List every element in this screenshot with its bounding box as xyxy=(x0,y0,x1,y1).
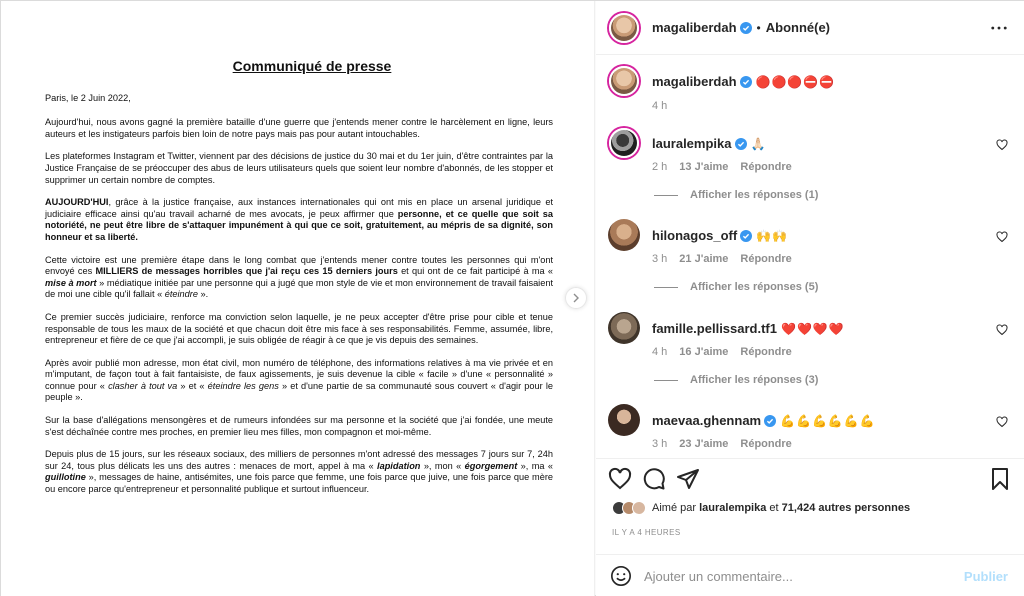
document-text: », mon « xyxy=(420,460,465,471)
view-replies-label: Afficher les réponses (5) xyxy=(690,281,819,293)
commenter-username[interactable]: hilonagos_off xyxy=(652,227,738,243)
comment-item xyxy=(608,312,1014,358)
reply-button[interactable]: Répondre xyxy=(740,161,792,173)
verified-badge-icon xyxy=(740,76,752,88)
commenter-username[interactable]: maevaa.ghennam xyxy=(652,412,762,428)
document-bold-italic-text: lapidation xyxy=(377,460,421,471)
document-paragraph-8 xyxy=(45,449,553,495)
liker-username[interactable]: lauralempika xyxy=(699,502,767,514)
comment-item xyxy=(608,127,1014,173)
document-text: » et d'une partie de sa communauté sous couvert « d'agir pour le peuple ». xyxy=(45,380,553,403)
document-text: , grâce à la justice française, aux instances internationales qui ont mis en place un arsenal juridique et judiciaire efficace ainsi qu'au travail acharné de mes avocats, je peux affirmer que xyxy=(45,197,553,219)
comment-text: 🙌🙌 xyxy=(756,228,789,243)
share-send-icon[interactable] xyxy=(676,467,700,491)
likes-summary xyxy=(612,501,910,515)
document-text: Depuis plus de 15 jours, sur les réseaux sociaux, des milliers de personnes m'ont adressé des messages 7 jours sur 7, 24h sur 24, tous plus délicats les uns des autres : menaces de mort, appel à ma « xyxy=(45,449,553,471)
replies-line xyxy=(654,380,678,381)
document-date: Paris, le 2 Juin 2022, xyxy=(45,92,131,103)
commenter-avatar[interactable] xyxy=(609,128,639,158)
comment-text: 🙏🏻 xyxy=(750,136,767,151)
post-header xyxy=(596,1,1024,55)
post-actions xyxy=(596,458,1024,498)
document-title: Communiqué de presse xyxy=(232,58,392,74)
document-text: ». xyxy=(197,289,209,300)
document-text: » et « xyxy=(177,380,208,391)
comment-likes[interactable]: 13 J'aime xyxy=(679,161,729,173)
author-info xyxy=(652,20,830,35)
author-username[interactable]: magaliberdah xyxy=(652,20,737,35)
publish-button[interactable]: Publier xyxy=(963,569,1008,584)
document-paragraph-5: Ce premier succès judiciaire, renforce ma conviction selon laquelle, je ne peux accepter d'être prise pour cible et tenue responsable de tous les maux de la société et que chacun doit être mis face à ses responsabilités. Femme, assumée, libre, entrepreneur et fière de ce que j'ai accompli, je suis obligée de réagir à ce que je vis depuis des semaines. xyxy=(45,311,553,346)
carousel-next-button[interactable] xyxy=(565,287,587,309)
liker-avatar xyxy=(632,501,646,515)
comment-time: 4 h xyxy=(652,346,668,358)
document-paragraph-2: Les plateformes Instagram et Twitter, viennent par des décisions de justice du 30 mai et du 1er juin, d'être contraintes par la Justice Française de se préoccuper des abus de leurs utilisateurs quels que soient leur nombre d'abonnés, de les stopper et supprimer un certain nombre de comptes. xyxy=(45,151,553,185)
comment-time: 3 h xyxy=(652,438,668,450)
document-italic-text: mise à mort xyxy=(45,277,97,288)
document-paragraph-1: Aujourd'hui, nous avons gagné la première bataille d'une guerre que j'entends mener contre le harcèlement en ligne, leurs auteurs et les instigateurs parfois bien loin de notre pays mais pas pour autant intouchables. xyxy=(45,117,553,139)
verified-badge-icon xyxy=(764,415,776,427)
document-text: », messages de haine, antisémites, une fois parce que femme, une fois parce que juive, une fois parce que mère ou encore parce qu'entrepreneur et personnalité publique et surtout influenceur. xyxy=(45,472,553,495)
comment-item xyxy=(608,404,1014,450)
commenter-username[interactable]: famille.pellissard.tf1 xyxy=(652,320,777,336)
comment-text: ❤️❤️❤️❤️ xyxy=(781,321,845,336)
like-comment-heart-icon[interactable] xyxy=(996,324,1008,336)
verified-badge-icon xyxy=(740,230,752,242)
comment-input[interactable] xyxy=(644,569,944,584)
likes-middle: et xyxy=(769,502,779,514)
add-comment-bar xyxy=(596,554,1024,596)
document-text: Après avoir publié mon adresse, mon état civil, mon numéro de téléphone, des informations relatives à ma vie privée et en m'imputant, de façon tout à fait fantaisiste, de faux agissements, je suis devenue la cible « facile » d'une « personnalité » connue pour « xyxy=(45,357,553,391)
comment-time: 3 h xyxy=(652,253,668,265)
document-italic-text: éteindre les gens xyxy=(207,380,279,391)
document-text: Cette victoire est une première étape dans le long combat que j'entends mener contre toutes les personnes qui m'ont envoyé ces xyxy=(45,254,553,277)
comment-likes[interactable]: 23 J'aime xyxy=(679,438,729,450)
more-horizontal-icon xyxy=(991,26,1007,30)
document-paragraph-4 xyxy=(45,255,553,301)
comment-time: 2 h xyxy=(652,161,668,173)
comment-icon[interactable] xyxy=(642,467,666,491)
document-paragraph-7: Sur la base d'allégations mensongères et de rumeurs infondées sur ma personne et la société que j'ai fondée, une meute s'est déchaînée contre mes proches, en premier lieu mes filles, mon compagnon et moi-même. xyxy=(45,415,553,437)
comments-panel xyxy=(596,1,1024,596)
view-replies-label: Afficher les réponses (3) xyxy=(690,374,819,386)
post-timestamp[interactable]: IL Y A 4 HEURES xyxy=(612,528,681,537)
emoji-smiley-icon[interactable] xyxy=(610,565,632,587)
verified-badge-icon xyxy=(740,22,752,34)
like-comment-heart-icon[interactable] xyxy=(996,139,1008,151)
caption-time: 4 h xyxy=(652,100,668,112)
chevron-right-icon xyxy=(571,293,581,303)
caption-username[interactable]: magaliberdah xyxy=(652,73,737,89)
document-bold-text: personne, et ce quelle que soit sa notoriété, ne peut être libre de s'attaquer impunément à qui que ce soit, gratuitement, au mépris de sa dignité, son honneur et sa liberté. xyxy=(45,208,554,242)
commenter-username[interactable]: lauralempika xyxy=(652,135,732,151)
like-comment-heart-icon[interactable] xyxy=(996,231,1008,243)
document-text: », ma « xyxy=(517,460,553,471)
commenter-avatar[interactable] xyxy=(608,219,640,251)
view-replies-button[interactable] xyxy=(654,189,818,201)
commenter-avatar[interactable] xyxy=(608,312,640,344)
verified-badge-icon xyxy=(735,138,747,150)
caption-avatar[interactable] xyxy=(609,66,639,96)
separator-dot: • xyxy=(756,20,761,35)
save-bookmark-icon[interactable] xyxy=(988,467,1012,491)
like-heart-icon[interactable] xyxy=(608,467,632,491)
caption xyxy=(608,65,1014,112)
document-bold-italic-text: égorgement xyxy=(464,460,518,471)
document-paragraph-3 xyxy=(45,197,553,243)
likes-prefix: Aimé par xyxy=(652,502,697,514)
reply-button[interactable]: Répondre xyxy=(740,346,792,358)
comment-likes[interactable]: 16 J'aime xyxy=(679,346,729,358)
document-paragraph-6 xyxy=(45,358,553,404)
likes-count[interactable]: 71,424 autres personnes xyxy=(781,502,911,514)
like-comment-heart-icon[interactable] xyxy=(996,416,1008,428)
reply-button[interactable]: Répondre xyxy=(740,438,792,450)
comment-item xyxy=(608,219,1014,265)
post-image xyxy=(1,1,595,596)
follow-status-button[interactable]: Abonné(e) xyxy=(765,20,831,35)
document-bold-text: AUJOURD'HUI xyxy=(45,197,109,208)
commenter-avatar[interactable] xyxy=(608,404,640,436)
comments-list xyxy=(596,56,1024,458)
replies-line xyxy=(654,195,678,196)
more-options-button[interactable] xyxy=(990,19,1008,37)
caption-text: 🔴🔴🔴⛔⛔ xyxy=(755,74,836,89)
comment-text: 💪💪💪💪💪💪 xyxy=(780,413,876,428)
document-italic-text: clasher à tout va xyxy=(108,380,178,391)
document-bold-italic-text: guillotine xyxy=(45,472,86,483)
document-italic-text: éteindre xyxy=(164,289,198,300)
view-replies-button[interactable] xyxy=(654,281,818,293)
document-bold-text: MILLIERS de messages horribles que j'ai reçu ces 15 derniers jours xyxy=(95,266,398,277)
document-text: et qui ont de ce fait participé à ma « xyxy=(397,266,554,277)
replies-line xyxy=(654,287,678,288)
view-replies-button[interactable] xyxy=(654,374,818,386)
document-text: » médiatique initiée par une personne qui a jugé que mon style de vie et mon environnement de travail faisaient de moi une cible qu'il fallait « xyxy=(45,277,553,300)
press-release-document xyxy=(45,58,554,507)
view-replies-label: Afficher les réponses (1) xyxy=(690,189,819,201)
comment-likes[interactable]: 21 J'aime xyxy=(679,253,729,265)
author-avatar[interactable] xyxy=(609,13,639,43)
reply-button[interactable]: Répondre xyxy=(740,253,792,265)
